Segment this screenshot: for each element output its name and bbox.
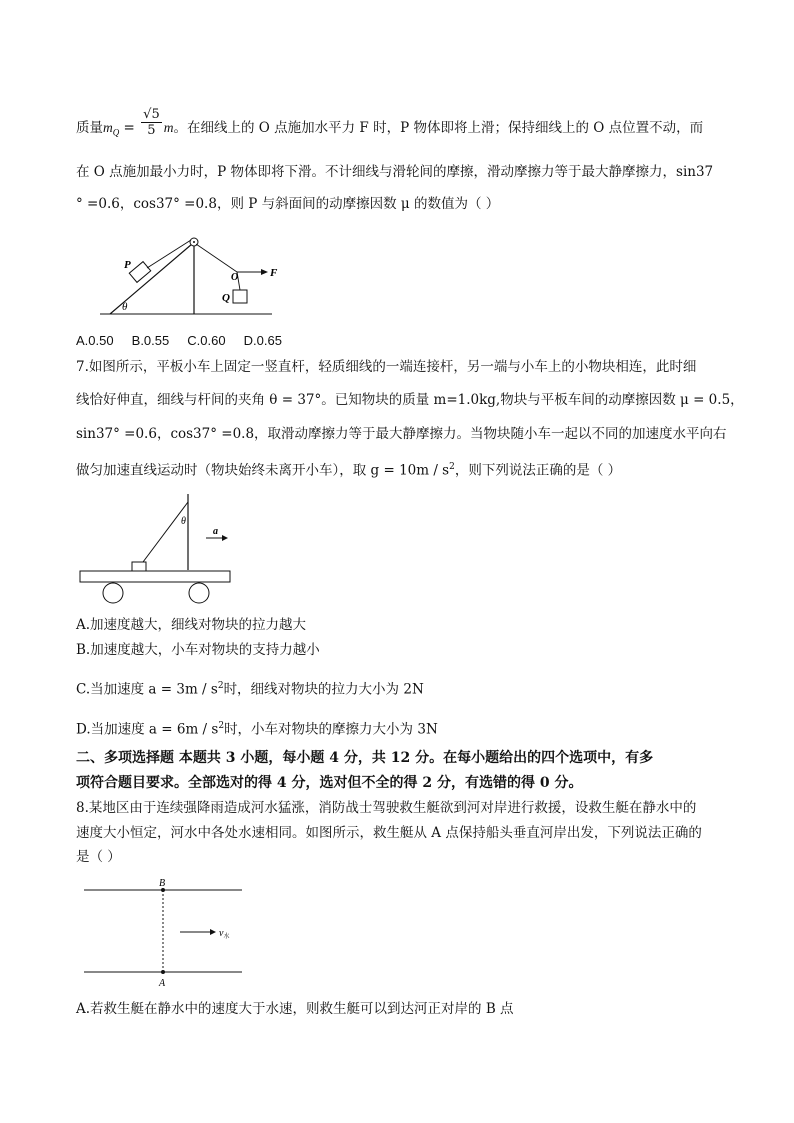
string-to-o (196, 244, 237, 272)
q7-line-2: 线恰好伸直，细线与杆间的夹角 θ = 37°。已知物块的质量 m=1.0kg,物块与平板车间的动摩擦因数 μ = 0.5， (76, 392, 744, 408)
q7-option-c (76, 676, 424, 700)
label-a: A (159, 978, 166, 989)
fraction-numerator: √5 (143, 107, 160, 122)
q7-line-4-pre: 做匀加速直线运动时（物块始终未离开小车），取 g = 10m / s (76, 462, 450, 479)
q6-line-1 (76, 107, 704, 143)
q8-line-3: 是（ ） (76, 849, 121, 865)
q7-option-b: B.加速度越大，小车对物块的支持力越小 (76, 642, 320, 658)
incline-pulley-figure (100, 228, 280, 320)
q6-line-2: 在 O 点施加最小力时，P 物体即将下滑。不计细线与滑轮间的摩擦，滑动摩擦力等于最大静摩擦力，sin37 (76, 164, 714, 180)
small-block (132, 562, 146, 571)
label-a-7: a (213, 526, 218, 537)
label-theta: θ (122, 301, 128, 313)
q7-option-c-post: 时，细线对物块的拉力大小为 2N (223, 681, 424, 698)
label-theta-7: θ (181, 516, 186, 527)
q7-option-d (76, 716, 438, 740)
accel-arrowhead (222, 535, 228, 541)
q6-line-3: ° =0.6，cos37° =0.8，则 P 与斜面间的动摩擦因数 μ 的数值为（ ） (76, 196, 500, 212)
label-v-water: $v_水$ (219, 928, 230, 940)
label-q: Q (222, 292, 230, 304)
fraction-denominator: 5 (147, 123, 156, 138)
q7-option-a: A.加速度越大，细线对物块的拉力越大 (76, 617, 307, 633)
label-o: O (231, 272, 239, 283)
equals-sign: = (123, 120, 135, 136)
cart-pole-figure (76, 490, 236, 606)
point-a (161, 970, 165, 974)
q7-option-c-pre: C.当加速度 a = 3m / s (76, 681, 218, 698)
q7-line-4-post: ，则下列说法正确的是（ ） (454, 462, 622, 479)
q8-option-a: A.若救生艇在静水中的速度大于水速，则救生艇可以到达河正对岸的 B 点 (76, 1001, 514, 1017)
flat-cart-board (80, 571, 230, 582)
q6-line-1-rest: 。在细线上的 O 点施加水平力 F 时，P 物体即将上滑；保持细线上的 O 点位置不动，而 (173, 120, 704, 136)
mass-unit: m (163, 120, 174, 135)
right-wheel (189, 583, 209, 603)
q8-line-2: 速度大小恒定，河水中各处水速相同。如图所示，救生艇从 A 点保持船头垂直河岸出发，下列说法正确的 (76, 825, 702, 841)
section-2-heading-line-1: 二、多项选择题 本题共 3 小题，每小题 4 分，共 12 分。在每小题给出的四个选项中，有多 (76, 750, 654, 766)
q7-option-d-pre: D.当加速度 a = 6m / s (76, 721, 219, 738)
force-arrowhead (261, 269, 268, 275)
section-2-heading-line-2: 项符合题目要求。全部选对的得 4 分，选对但不全的得 2 分，有选错的得 0 分。 (76, 775, 583, 791)
mass-subscript: Q (112, 127, 120, 138)
q7-line-4 (76, 457, 621, 481)
q7-option-d-sup: 2 (218, 721, 225, 731)
mass-prefix: 质量 (76, 120, 103, 136)
river-crossing-figure (80, 874, 250, 990)
q7-option-c-sup: 2 (217, 681, 224, 691)
label-f: F (270, 267, 278, 279)
label-p: P (124, 259, 131, 271)
left-wheel (103, 583, 123, 603)
water-velocity-arrowhead (210, 929, 216, 935)
q7-option-d-post: 时，小车对物块的摩擦力大小为 3N (224, 721, 438, 738)
mass-fraction (141, 107, 162, 138)
label-b: B (159, 878, 166, 889)
q8-line-1: 8.某地区由于连续强降雨造成河水猛涨，消防战士驾驶救生艇欲到河对岸进行救援，设救生艇在静水中的 (76, 800, 697, 816)
string-line (143, 502, 188, 562)
mass-symbol: m (103, 120, 113, 135)
block-q (233, 290, 247, 303)
q7-line-1: 7.如图所示，平板小车上固定一竖直杆，轻质细线的一端连接杆，另一端与小车上的小物块相连，此时细 (76, 359, 697, 375)
block-p (129, 262, 151, 283)
q6-options: A.0.50 B.0.55 C.0.60 D.0.65 (76, 333, 282, 348)
pulley-axle (193, 241, 195, 243)
q7-line-4-sup: 2 (449, 462, 455, 472)
q7-line-3: sin37° =0.6，cos37° =0.8，取滑动摩擦力等于最大静摩擦力。当物块随小车一起以不同的加速度水平向右 (76, 426, 727, 442)
